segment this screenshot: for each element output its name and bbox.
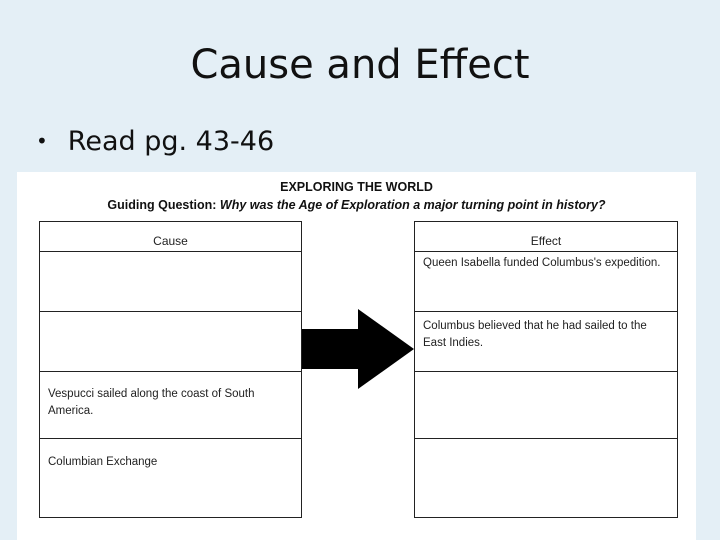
right-arrow-icon bbox=[302, 309, 414, 389]
cause-column bbox=[39, 221, 302, 518]
guiding-question bbox=[17, 198, 696, 212]
worksheet-image bbox=[17, 172, 696, 540]
cause-cell-2 bbox=[40, 311, 301, 371]
effect-cell-4 bbox=[415, 438, 677, 517]
guiding-question-text: Why was the Age of Exploration a major turning point in history? bbox=[219, 198, 606, 212]
cause-header: Cause bbox=[153, 234, 188, 248]
cause-cell-3: Vespucci sailed along the coast of South America. bbox=[40, 371, 301, 438]
effect-cell-3 bbox=[415, 371, 677, 438]
guiding-question-label: Guiding Question: bbox=[107, 198, 217, 212]
cause-cell-4: Columbian Exchange bbox=[40, 438, 301, 517]
effect-header: Effect bbox=[530, 234, 562, 248]
bullet-icon: • bbox=[36, 128, 48, 153]
bullet-item bbox=[36, 126, 274, 157]
cause-cell-1 bbox=[40, 251, 301, 311]
effect-cell-2: Columbus believed that he had sailed to the East Indies. bbox=[415, 311, 677, 371]
bullet-text: Read pg. 43-46 bbox=[67, 126, 275, 157]
worksheet-title: EXPLORING THE WORLD bbox=[280, 180, 433, 194]
slide-title: Cause and Effect bbox=[190, 42, 530, 88]
effect-cell-1: Queen Isabella funded Columbus's expedition. bbox=[415, 251, 677, 311]
effect-column bbox=[414, 221, 678, 518]
